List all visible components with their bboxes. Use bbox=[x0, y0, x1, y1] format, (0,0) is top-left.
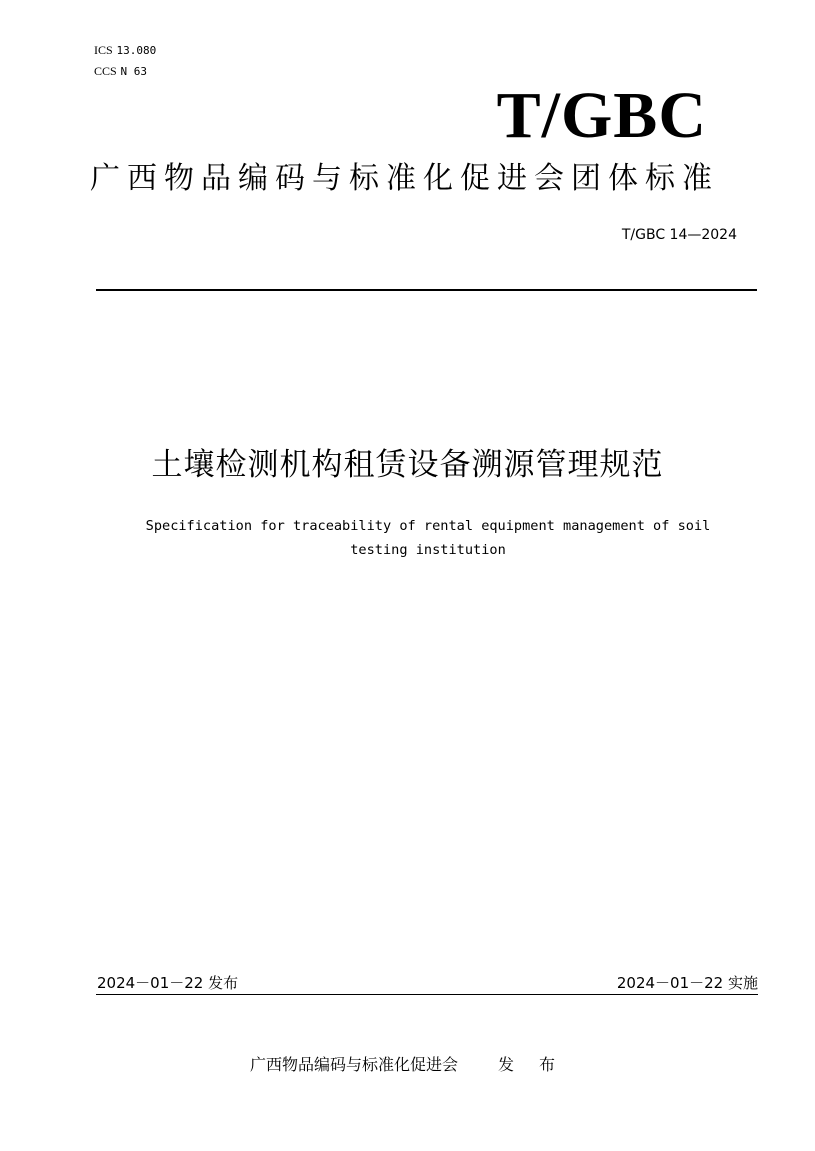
classification-codes bbox=[94, 40, 156, 82]
ccs-line bbox=[94, 61, 156, 82]
ccs-label: CCS bbox=[94, 64, 117, 78]
english-title bbox=[88, 514, 768, 562]
publisher-name: 广西物品编码与标准化促进会 bbox=[249, 1055, 458, 1074]
publisher-line bbox=[0, 1054, 815, 1076]
issue-date: 2024－01－22 发布 bbox=[97, 974, 239, 992]
header-divider bbox=[96, 289, 757, 291]
implement-date: 2024－01－22 实施 bbox=[616, 974, 758, 992]
chinese-title: 土壤检测机构租赁设备溯源管理规范 bbox=[151, 447, 664, 483]
ics-label: ICS bbox=[94, 43, 113, 57]
ics-value: 13.080 bbox=[116, 44, 157, 57]
organization-title: 广西物品编码与标准化促进会团体标准 bbox=[90, 161, 719, 196]
english-title-line: Specification for traceability of rental equipment management of soil bbox=[145, 518, 711, 534]
ccs-value: N 63 bbox=[120, 65, 148, 78]
english-title-line: testing institution bbox=[350, 542, 506, 558]
standard-logo: T/GBC bbox=[496, 79, 707, 152]
standard-number: T/GBC 14—2024 bbox=[621, 227, 737, 243]
footer-divider bbox=[96, 994, 758, 995]
ics-line bbox=[94, 40, 156, 61]
publish-action: 发 布 bbox=[497, 1055, 566, 1074]
